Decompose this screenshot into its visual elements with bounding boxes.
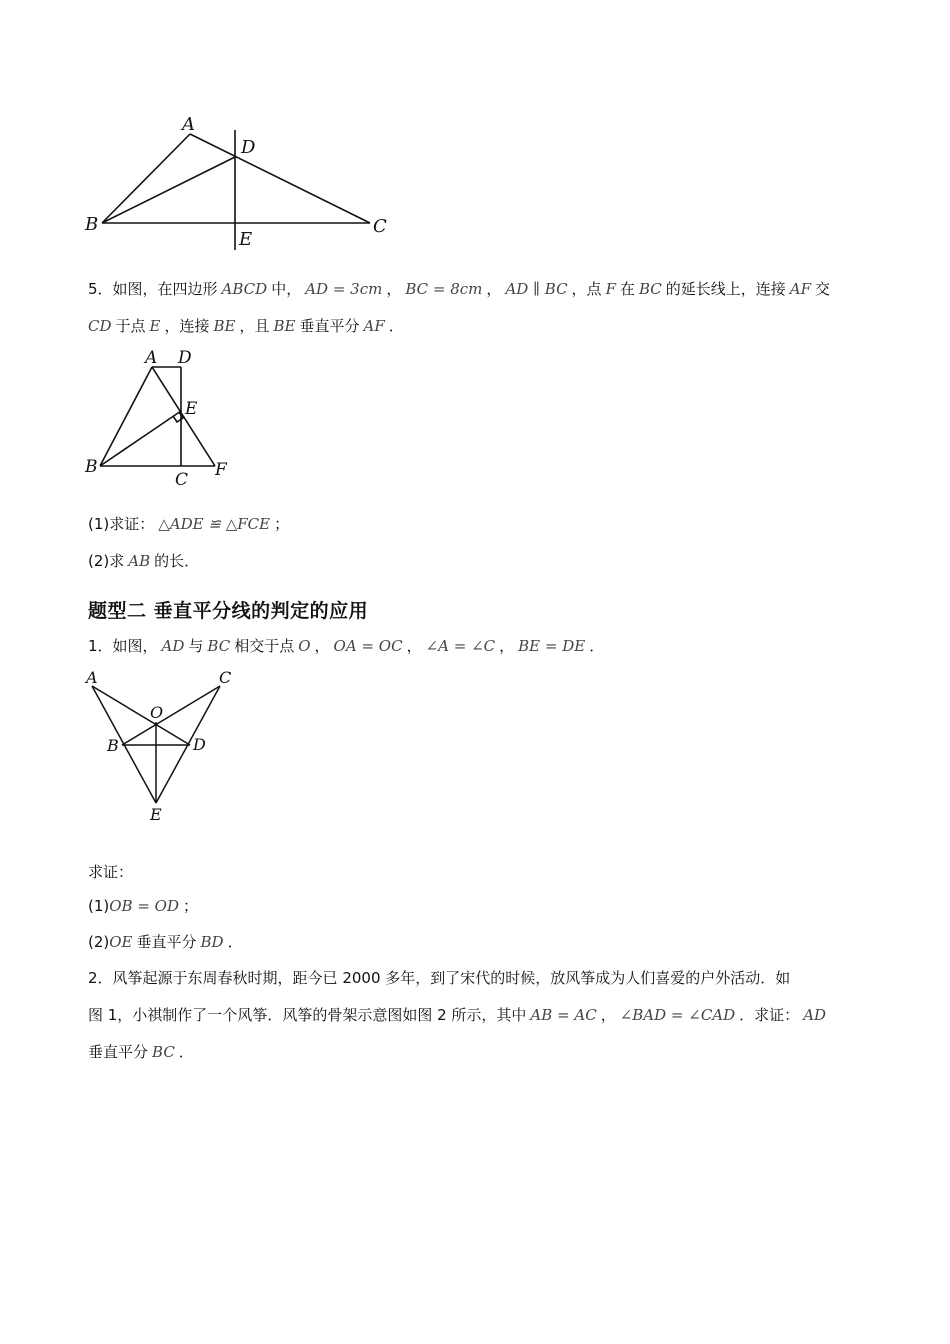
problem5-q1: (1)求证： △ADE ≌ △FCE ；	[88, 515, 290, 533]
problem2-line2: 图 1，小祺制作了一个风筝．风筝的骨架示意图如图 2 所示，其中 AB = AC ， ∠BAD = ∠CAD ．求证： AD	[88, 1006, 827, 1024]
label-f: F	[215, 460, 227, 480]
label-a: A	[145, 348, 158, 368]
problem2-line3: 垂直平分 BC ．	[88, 1043, 194, 1061]
segment-ab	[100, 367, 152, 466]
label-c: C	[373, 216, 387, 237]
label-d: D	[193, 735, 206, 754]
problem1-q2: (2)OE 垂直平分 BD ．	[88, 933, 243, 951]
problem2-line1: 2．风筝起源于东周春秋时期，距今已 2000 多年，到了宋代的时候，放风筝成为人们喜爱的户外活动．如	[88, 969, 791, 987]
label-a: A	[182, 114, 195, 135]
label-b: B	[107, 736, 119, 755]
label-e: E	[239, 229, 253, 250]
figure-quadrilateral-abcd	[80, 345, 250, 490]
problem1-prove: 求证：	[88, 863, 134, 881]
label-c: C	[175, 470, 189, 490]
label-a: A	[86, 668, 98, 687]
label-e: E	[185, 399, 198, 419]
label-e: E	[150, 805, 162, 824]
figure-triangle-abc	[80, 110, 400, 255]
segment-ab	[102, 134, 190, 223]
problem5-line2: CD 于点 E ，连接 BE ，且 BE 垂直平分 AF ．	[88, 317, 404, 335]
segment-be	[100, 411, 181, 466]
label-c: C	[219, 668, 232, 687]
problem1-line1: 1．如图， AD 与 BC 相交于点 O ， OA = OC ， ∠A = ∠C ， BE = DE ．	[88, 637, 605, 655]
segment-bd	[102, 157, 235, 223]
problem5-line1: 5．如图，在四边形 ABCD 中， AD = 3cm ， BC = 8cm ， AD ∥ BC ，点 F 在 BC 的延长线上，连接 AF 交	[88, 280, 831, 298]
section-heading: 题型二 垂直平分线的判定的应用	[88, 600, 369, 622]
problem1-q1: (1)OB = OD ；	[88, 897, 199, 915]
segment-ac	[190, 134, 370, 223]
problem5-q2: (2)求 AB 的长．	[88, 552, 200, 570]
label-d: D	[178, 348, 192, 368]
label-o: O	[150, 703, 164, 722]
figure-bowtie-oe	[80, 668, 240, 828]
label-b: B	[85, 214, 99, 235]
label-b: B	[85, 457, 98, 477]
label-d: D	[241, 137, 256, 158]
segment-af	[152, 367, 215, 466]
